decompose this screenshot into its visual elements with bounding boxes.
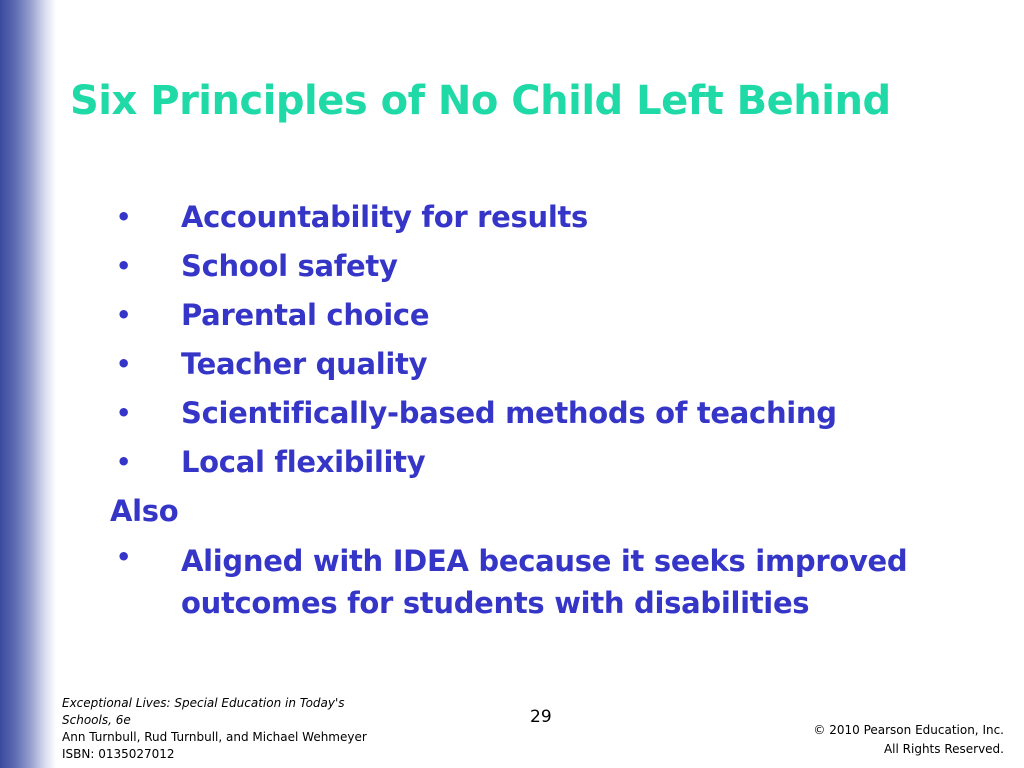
footer-copyright <box>813 721 1004 759</box>
bullet-icon: • <box>116 448 132 476</box>
bullet-icon: • <box>116 203 132 231</box>
side-gradient-bar <box>0 0 56 768</box>
principle-text: Accountability for results <box>181 200 588 234</box>
footer-book-info <box>62 695 367 763</box>
copyright-line1: © 2010 Pearson Education, Inc. <box>813 723 1004 737</box>
principle-item <box>110 193 990 242</box>
slide-title: Six Principles of No Child Left Behind <box>70 78 891 124</box>
bullet-icon: • <box>116 543 132 571</box>
also-heading: Also <box>110 494 179 528</box>
also-item <box>110 536 990 624</box>
page-number: 29 <box>530 707 552 727</box>
principle-text: Parental choice <box>181 298 430 332</box>
principle-item <box>110 340 990 389</box>
also-item-text: Aligned with IDEA because it seeks improved outcomes for students with disabilities <box>181 544 908 620</box>
principle-text: Teacher quality <box>181 347 428 381</box>
footer-book-title-line2: Schools, 6e <box>62 713 131 727</box>
bullet-icon: • <box>116 399 132 427</box>
bullet-icon: • <box>116 350 132 378</box>
copyright-line2: All Rights Reserved. <box>883 742 1004 756</box>
footer-isbn: ISBN: 0135027012 <box>62 747 175 761</box>
also-list <box>110 536 990 624</box>
principle-text: Local flexibility <box>181 445 426 479</box>
principle-item <box>110 438 990 487</box>
principle-text: School safety <box>181 249 398 283</box>
bullet-icon: • <box>116 301 132 329</box>
footer-authors: Ann Turnbull, Rud Turnbull, and Michael Wehmeyer <box>62 730 367 744</box>
principle-item <box>110 242 990 291</box>
principle-item <box>110 291 990 340</box>
principle-text: Scientifically-based methods of teaching <box>181 396 837 430</box>
slide-content <box>110 193 990 624</box>
bullet-icon: • <box>116 252 132 280</box>
principle-item <box>110 389 990 438</box>
principles-list <box>110 193 990 487</box>
footer-book-title-line1: Exceptional Lives: Special Education in Today's <box>62 696 345 710</box>
